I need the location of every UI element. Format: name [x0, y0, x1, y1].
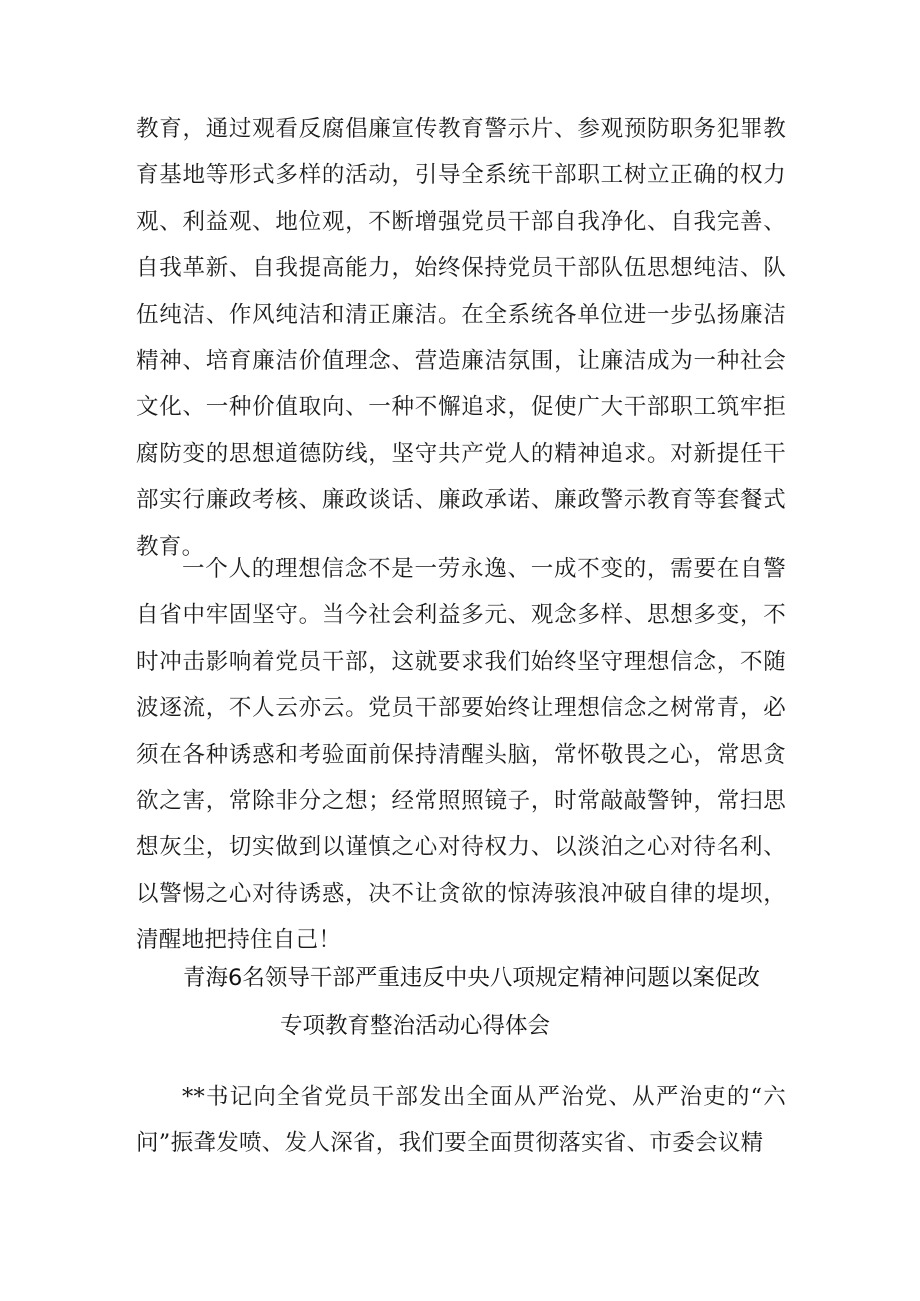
- body-paragraph-continued: 教育，通过观看反腐倡廉宣传教育警示片、参观预防职务犯罪教育基地等形式多样的活动，引导全系统干部职工树立正确的权力观、利益观、地位观，不断增强党员干部自我净化、自我完善、自我革新、自我提高能力，始终保持党员干部队伍思想纯洁、队伍纯洁、作风纯洁和清正廉洁。在全系统各单位进一步弘扬廉洁精神、培育廉洁价值理念、营造廉洁氛围，让廉洁成为一种社会文化、一种价值取向、一种不懈追求，促使广大干部职工筑牢拒腐防变的思想道德防线，坚守共产党人的精神追求。对新提任干部实行廉政考核、廉政谈话、廉政承诺、廉政警示教育等套餐式教育。: [136, 116, 786, 560]
- body-paragraph-new-section: **书记向全省党员干部发出全面从严治党、从严治吏的“六问”振聋发喷、发人深省，我们要全面贯彻落实省、市委会议精: [136, 1084, 786, 1157]
- body-paragraph: 一个人的理想信念不是一劳永逸、一成不变的，需要在自警自省中牢固坚守。当今社会利益多元、观念多样、思想多变，不时冲击影响着党员干部，这就要求我们始终坚守理想信念，不随波逐流，不人云亦云。党员干部要始终让理想信念之树常青，必须在各种诱惑和考验面前保持清醒头脑，常怀敬畏之心，常思贪欲之害，常除非分之想；经常照照镜子，时常敲敲警钟，常扫思想灰尘，切实做到以谨慎之心对待权力、以淡泊之心对待名利、以警惕之心对待诱惑，决不让贪欲的惊涛骇浪冲破自律的堤坝，清醒地把持住自己！: [136, 556, 786, 954]
- section-heading-line-2: 专项教育整治活动心得体会: [280, 1013, 551, 1039]
- section-heading-line-1: 青海6名领导干部严重违反中央八项规定精神问题以案促改: [183, 965, 760, 991]
